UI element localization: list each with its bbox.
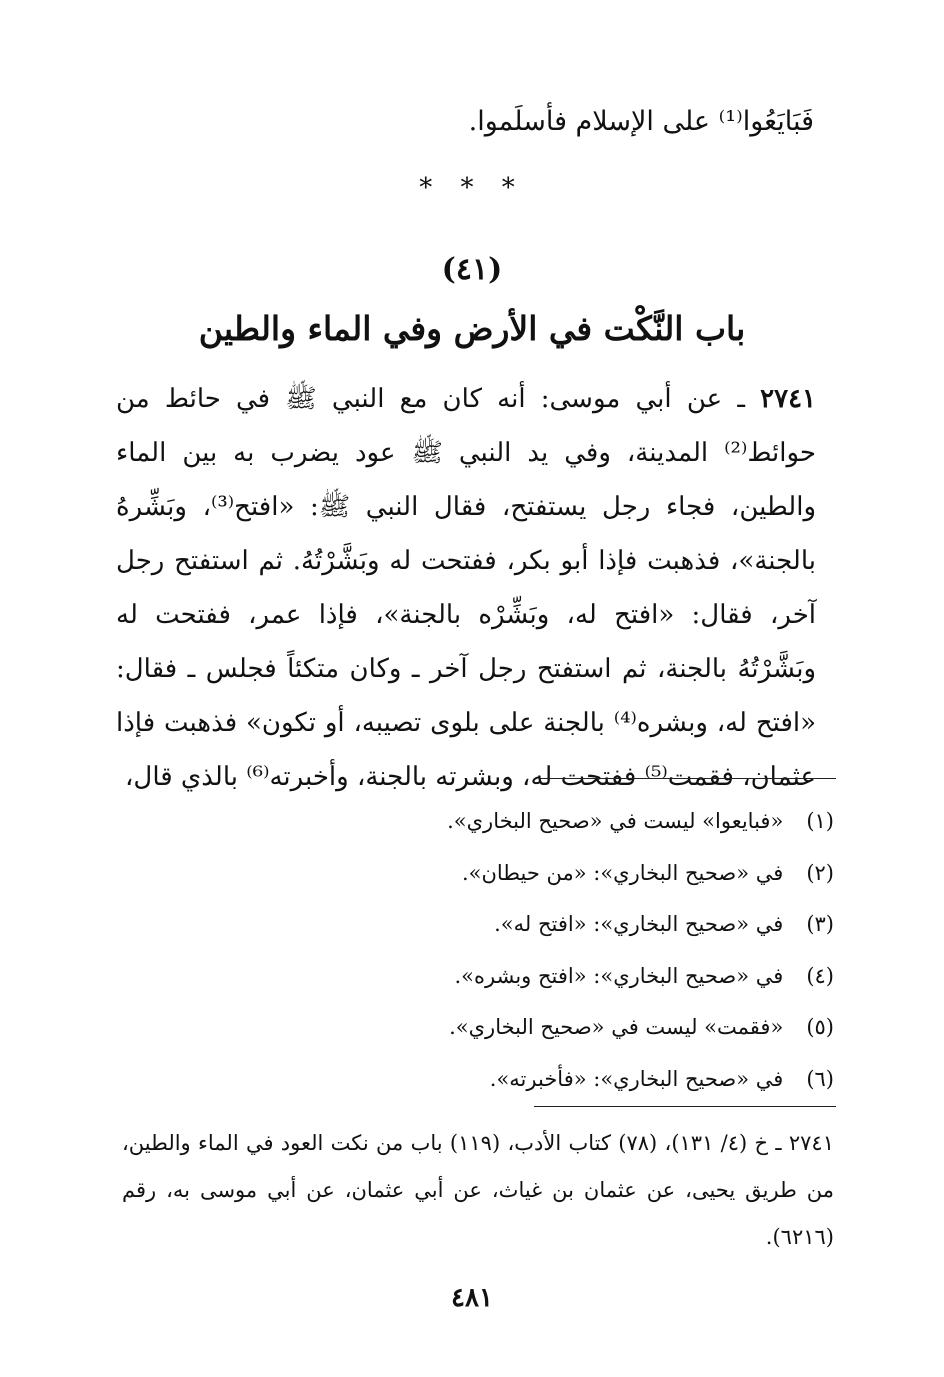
carry-over-text: فَبَايَعُوا⁽¹⁾ على الإسلام فأسلَموا. [468, 106, 814, 137]
footnote-item [274, 796, 834, 848]
footnote-item [274, 1002, 834, 1054]
section-separator: * * * [419, 173, 525, 203]
footnote-item [274, 1054, 834, 1106]
footnote-item [274, 848, 834, 900]
footnote-marker: (٦) [806, 1066, 834, 1091]
footnote-marker: (٣) [806, 912, 834, 936]
page-number: ٤٨١ [451, 1283, 493, 1313]
footnote-marker: (٤) [806, 963, 834, 988]
footnote-item [274, 951, 834, 1003]
hadith-paragraph [116, 372, 816, 804]
footnote-text: في «صحيح البخاري»: «افتح له». [494, 912, 784, 936]
footnote-marker: (٢) [806, 860, 834, 885]
footnote-divider [540, 778, 836, 779]
footnote-text: «فبايعوا» ليست في «صحيح البخاري». [447, 809, 784, 833]
footnote-text: في «صحيح البخاري»: «افتح وبشره». [454, 963, 784, 988]
source-divider [534, 1106, 836, 1107]
footnotes-list [274, 796, 834, 1105]
hadith-text: ـ عن أبي موسى: أنه كان مع النبي ﷺ في حائط من حوائط⁽²⁾ المدينة، وفي يد النبي ﷺ عود يضرب به بين الماء والطين، فجاء رجل يستفتح، فقال النبي ﷺ: «افتح⁽³⁾، وبَشِّرهُ بالجنة»، فذهبت فإذا أبو بكر، ففتحت له وبَشَّرْتُهُ. ثم استفتح رجل آخر، فقال: «افتح له، وبَشِّرْه بالجنة»، فإذا عمر، ففتحت له وبَشَّرْتُهُ بالجنة، ثم استفتح رجل آخر ـ وكان متكئاً فجلس ـ فقال: «افتح له، وبشره⁽⁴⁾ بالجنة على بلوى تصيبه، أو تكون» فذهبت فإذا عثمان، فقمت⁽⁵⁾ ففتحت له، وبشرته بالجنة، وأخبرته⁽⁶⁾ بالذي قال، [116, 384, 817, 792]
chapter-title: باب النَّكْت في الأرض وفي الماء والطين [198, 309, 746, 348]
footnote-marker: (١) [806, 809, 834, 833]
footnote-text: «فقمت» ليست في «صحيح البخاري». [449, 1015, 784, 1039]
hadith-number: ٢٧٤١ [760, 384, 817, 414]
chapter-number: (٤١) [441, 252, 503, 287]
footnote-item [274, 899, 834, 951]
footnote-marker: (٥) [806, 1015, 834, 1039]
footnote-text: في «صحيح البخاري»: «من حيطان». [461, 860, 784, 885]
footnote-text: في «صحيح البخاري»: «فأخبرته». [489, 1066, 784, 1091]
source-note: ٢٧٤١ ـ خ (٤/ ١٣١)، (٧٨) كتاب الأدب، (١١٩) باب من نكت العود في الماء والطين، من طريق يحيى، عن عثمان بن غياث، عن أبي عثمان، عن أبي موسى به، رقم (٦٢١٦). [122, 1131, 834, 1249]
